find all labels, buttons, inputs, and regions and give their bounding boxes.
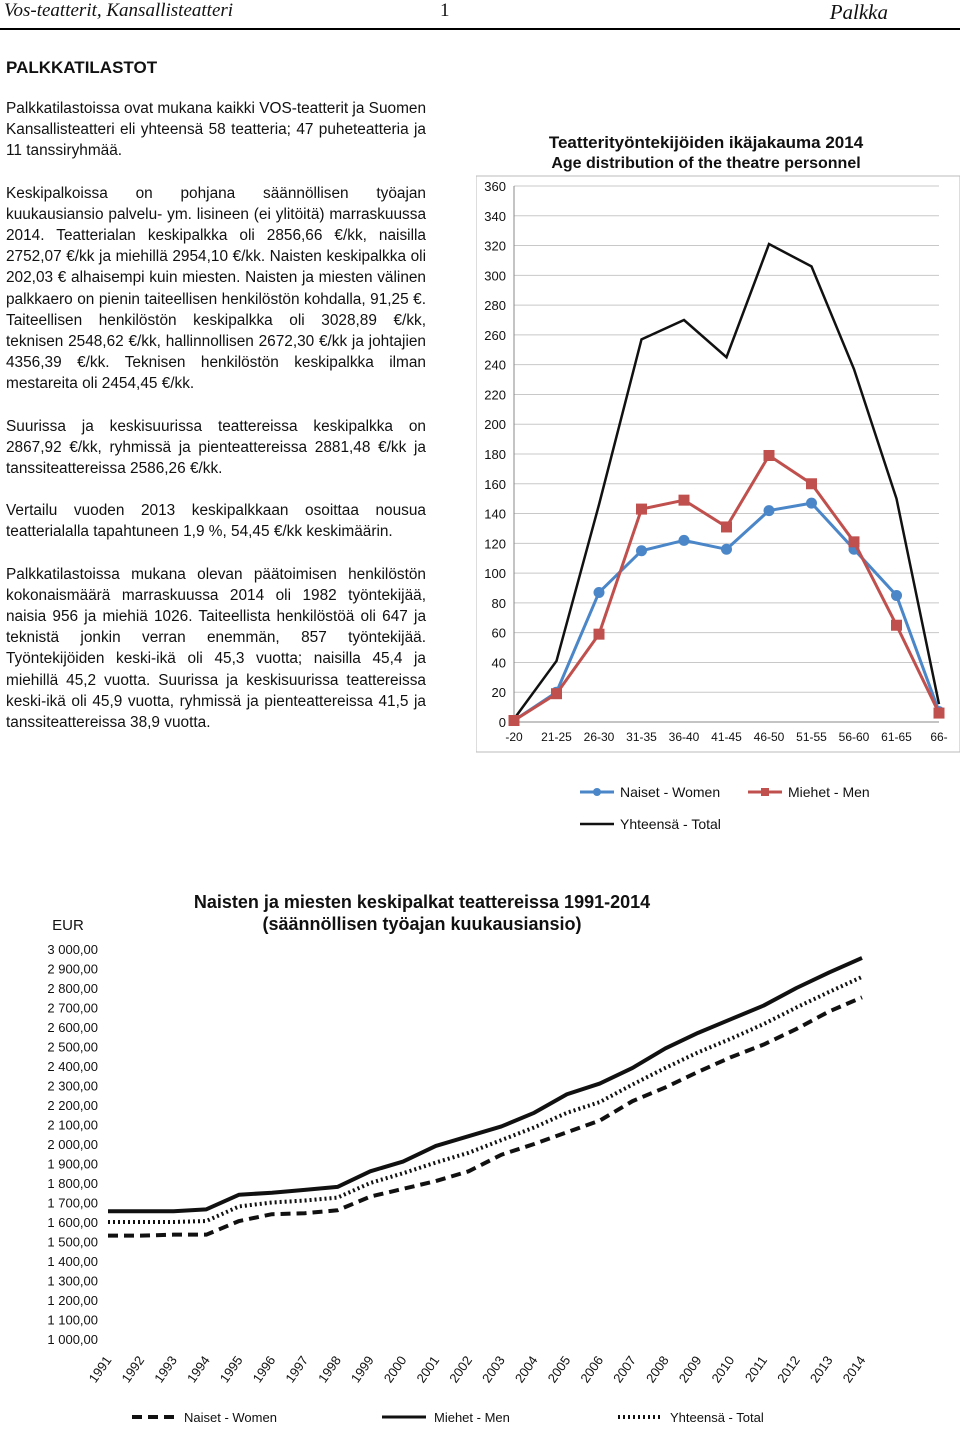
- x-tick-label: 2012: [774, 1353, 803, 1386]
- series-women-point: [721, 544, 732, 555]
- series-men-point: [551, 688, 562, 699]
- chart-subtitle: Age distribution of the theatre personnel: [551, 155, 861, 172]
- series-men-line: [108, 958, 862, 1211]
- x-tick-label: 1991: [85, 1353, 115, 1386]
- y-tick-label: 1 200,00: [47, 1293, 98, 1308]
- y-tick-label: 180: [484, 447, 506, 462]
- chart-subtitle: (säännöllisen työajan kuukausiansio): [262, 914, 582, 934]
- page-header: [0, 0, 960, 24]
- x-tick-label: 31-35: [626, 730, 657, 744]
- header-right: Palkka: [829, 0, 888, 24]
- y-tick-label: 3 000,00: [47, 942, 98, 957]
- x-tick-label: 2011: [741, 1353, 771, 1385]
- chart-legend: [580, 784, 870, 832]
- y-tick-label: 160: [484, 476, 506, 492]
- x-tick-label: 2000: [380, 1353, 410, 1386]
- x-tick-label: 2005: [544, 1353, 574, 1386]
- paragraph: Suurissa ja keskisuurissa teattereissa keskipalkka on 2867,92 €/kk, ryhmissä ja pienteattereissa 2881,48 €/kk ja tanssiteattereissa 2586,26 €/kk.: [6, 417, 426, 478]
- legend-women: Naiset - Women: [620, 784, 721, 800]
- series-women-point: [891, 590, 902, 601]
- y-tick-label: 1 600,00: [47, 1215, 98, 1230]
- y-tick-label: 2 300,00: [47, 1078, 98, 1094]
- x-tick-label: 1997: [282, 1353, 312, 1386]
- y-axis-label: EUR: [52, 917, 84, 934]
- y-tick-label: 1 300,00: [47, 1273, 98, 1289]
- y-tick-label: 260: [484, 327, 506, 343]
- x-tick-label: 2014: [839, 1353, 869, 1386]
- x-tick-label: 1995: [216, 1353, 246, 1386]
- series-men-point: [849, 536, 860, 547]
- x-tick-label: 56-60: [838, 730, 870, 744]
- series-total-line: [514, 244, 939, 719]
- series-men-point: [764, 450, 775, 461]
- y-tick-label: 2 500,00: [47, 1039, 98, 1055]
- series-men-point: [594, 629, 605, 640]
- page-number: 1: [440, 0, 450, 21]
- x-tick-label: 26-30: [583, 730, 615, 744]
- series-women-line: [108, 997, 862, 1235]
- x-tick-label: 2001: [413, 1353, 443, 1386]
- legend-men: Miehet - Men: [434, 1410, 510, 1425]
- series-men-point: [934, 708, 945, 719]
- y-tick-label: 340: [484, 208, 506, 224]
- salary-chart: [20, 884, 940, 1440]
- legend-total: Yhteensä - Total: [620, 816, 721, 832]
- x-tick-label: 36-40: [668, 730, 700, 744]
- x-tick-label: 2002: [446, 1353, 476, 1386]
- x-tick-label: 1993: [151, 1353, 181, 1386]
- legend-women-marker: [593, 788, 601, 796]
- y-tick-label: 240: [484, 357, 506, 373]
- series-men-point: [721, 521, 732, 532]
- y-tick-label: 0: [498, 715, 506, 730]
- x-tick-label: 2013: [806, 1353, 836, 1386]
- y-tick-label: 1 500,00: [47, 1234, 98, 1250]
- y-tick-label: 280: [484, 298, 506, 314]
- paragraph: Keskipalkoissa on pohjana säännöllisen työajan kuukausiansio palvelu- ym. lisineen (ei ylitöitä) marraskuussa 2014. Teatterialan keskipalkka oli 2856,66 €/kk, naisilla 2752,07 €/kk ja miehillä 2954,10 €/kk. Naisten keskipalkka oli 202,03 € alhaisempi kuin miesten. Naisten ja miesten välinen palkkaero on pienin taiteellisen henkilöstön kohdalla, 91,25 €. Taiteellisen henkilöstön keskipalkka oli 3028,89 €/kk, teknisen 2548,62 €/kk, hallinnollisen 2672,30 €/kk ja johtajien 4356,39 €/kk. Teknisen henkilöstön keskipalkka ilman mestareita oli 2454,45 €/kk.: [6, 184, 426, 393]
- chart-legend: [132, 1410, 764, 1425]
- series-men-line: [514, 455, 939, 720]
- x-tick-label: -20: [505, 730, 523, 744]
- series-men-point: [679, 495, 690, 506]
- x-tick-label: 1994: [183, 1353, 213, 1386]
- y-tick-label: 40: [491, 655, 506, 671]
- y-tick-label: 360: [484, 179, 506, 194]
- x-tick-label: 1998: [315, 1353, 344, 1386]
- x-tick-label: 21-25: [541, 730, 572, 744]
- header-rule: [0, 28, 960, 30]
- y-tick-label: 20: [491, 685, 506, 701]
- chart-title: Naisten ja miesten keskipalkat teattereissa 1991-2014: [193, 892, 651, 912]
- y-tick-label: 200: [484, 417, 506, 433]
- x-tick-label: 1992: [118, 1353, 148, 1386]
- legend-total: Yhteensä - Total: [670, 1410, 764, 1425]
- body-text: [6, 98, 426, 754]
- y-tick-label: 1 000,00: [47, 1332, 98, 1347]
- x-tick-label: 2007: [610, 1353, 639, 1386]
- legend-men: Miehet - Men: [788, 784, 870, 800]
- x-tick-label: 46-50: [753, 730, 785, 744]
- y-tick-label: 1 700,00: [47, 1195, 98, 1211]
- paragraph: Vertailu vuoden 2013 keskipalkkaan osoittaa nousua teatterialalla tapahtuneen 1,9 %, 54,45 €/kk keskimäärin.: [6, 502, 426, 541]
- x-tick-label: 2010: [708, 1353, 738, 1386]
- section-title: PALKKATILASTOT: [6, 58, 158, 77]
- legend-women: Naiset - Women: [184, 1410, 277, 1425]
- y-tick-label: 320: [484, 238, 506, 254]
- series-men-point: [806, 478, 817, 489]
- y-tick-label: 120: [484, 536, 506, 552]
- x-tick-label: 2003: [478, 1353, 508, 1386]
- y-tick-label: 300: [484, 268, 506, 284]
- x-tick-label: 2004: [511, 1353, 541, 1386]
- series-women-line: [514, 503, 939, 720]
- series-men-point: [891, 620, 902, 631]
- legend-men-marker: [761, 788, 769, 796]
- y-tick-label: 60: [491, 625, 506, 641]
- y-tick-label: 1 400,00: [47, 1254, 98, 1269]
- paragraph: Palkkatilastoissa mukana olevan päätoimisen henkilöstön kokonaismäärä marraskuussa 2014 oli 1982 työntekijää, naisia 956 ja miehiä 1026. Taiteellista henkilöstöä oli 647 ja teknistä jonkin verran enemmän, 857 työntekijää. Työntekijöiden keski-ikä oli 45,3 vuotta; naisilla 45,4 ja miehillä 45,2 vuotta. Suurissa ja keskisuurissa teattereissa keski-ikä oli 45,9 vuotta, ryhmissä ja pienteattereissa 41,5 ja tanssiteattereissa 38,9 vuotta.: [6, 565, 426, 732]
- y-tick-label: 2 800,00: [47, 981, 98, 996]
- x-tick-label: 1996: [249, 1353, 279, 1386]
- x-tick-label: 41-45: [711, 730, 742, 744]
- series-women-point: [679, 535, 690, 546]
- series-men-point: [636, 504, 647, 515]
- x-tick-label: 2008: [642, 1353, 672, 1386]
- chart-title: Teatterityöntekijöiden ikäjakauma 2014: [548, 133, 864, 152]
- y-tick-label: 140: [484, 506, 506, 522]
- y-tick-label: 2 700,00: [47, 1000, 98, 1016]
- series-women-point: [806, 498, 817, 509]
- x-tick-label: 2009: [675, 1353, 705, 1386]
- y-tick-label: 2 100,00: [47, 1117, 98, 1133]
- y-tick-label: 1 100,00: [47, 1312, 98, 1328]
- series-women-point: [764, 505, 775, 516]
- series-women-point: [636, 545, 647, 556]
- x-tick-label: 66-: [930, 730, 948, 744]
- y-tick-label: 1 900,00: [47, 1156, 98, 1172]
- y-tick-label: 1 800,00: [47, 1176, 98, 1191]
- y-tick-label: 2 400,00: [47, 1059, 98, 1074]
- header-left: Vos-teatterit, Kansallisteatteri: [4, 0, 234, 21]
- x-tick-label: 1999: [347, 1353, 377, 1386]
- paragraph: Palkkatilastoissa ovat mukana kaikki VOS-teatterit ja Suomen Kansallisteatteri eli yhteensä 58 teatteria; 47 puheteatteria ja 11 tanssiryhmää.: [6, 100, 427, 160]
- y-tick-label: 2 000,00: [47, 1137, 98, 1152]
- y-tick-label: 80: [491, 595, 506, 611]
- y-tick-label: 100: [484, 566, 506, 582]
- y-tick-label: 2 600,00: [47, 1020, 98, 1035]
- y-tick-label: 220: [484, 387, 506, 403]
- y-tick-label: 2 900,00: [47, 961, 98, 977]
- chart-frame: [476, 176, 960, 752]
- y-tick-label: 2 200,00: [47, 1098, 98, 1113]
- x-tick-label: 2006: [577, 1353, 607, 1386]
- series-women-point: [594, 587, 605, 598]
- x-tick-label: 51-55: [796, 730, 827, 744]
- age-distribution-chart: [476, 122, 960, 842]
- x-tick-label: 61-65: [881, 730, 912, 744]
- series-men-point: [509, 715, 520, 726]
